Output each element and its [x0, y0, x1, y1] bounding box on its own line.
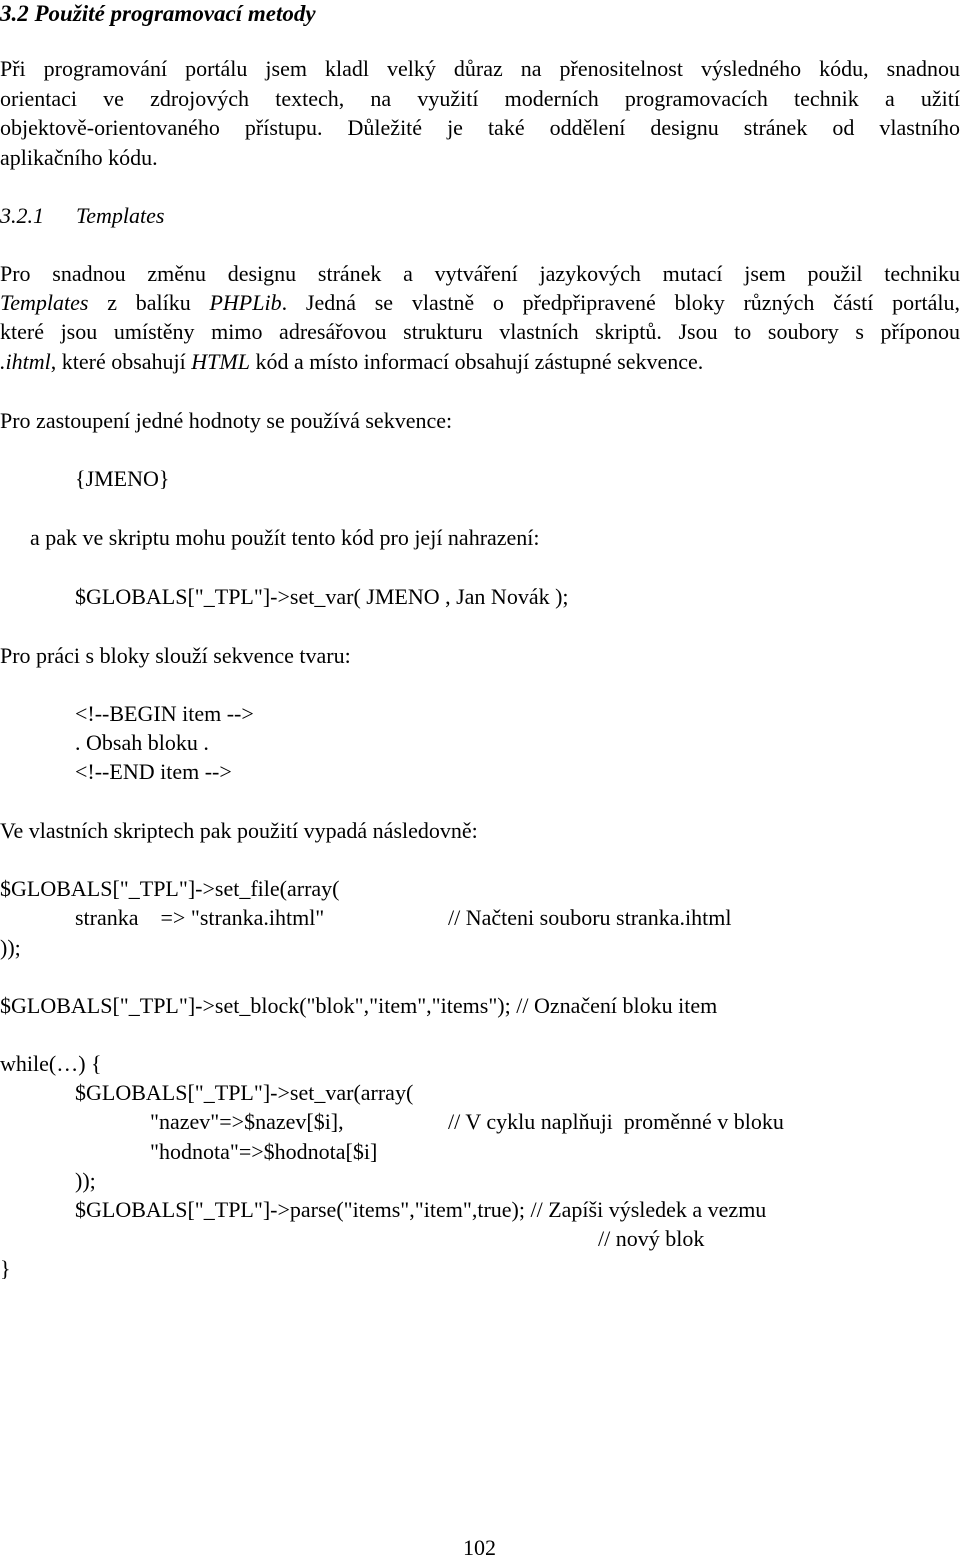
- code-set-file-close: ));: [0, 935, 21, 960]
- block-content: . Obsah bloku .: [75, 730, 209, 755]
- section-heading: 3.2 Použité programovací metody: [0, 1, 316, 26]
- code-hodnota-entry: "hodnota"=>$hodnota[$i]: [150, 1139, 378, 1164]
- intro-line-3: objektově-orientovaného přístupu. Důležité je také oddělení designu stránek od vlastního: [0, 115, 960, 140]
- code-set-var-open: $GLOBALS["_TPL"]->set_var(array(: [75, 1080, 414, 1105]
- code-while-close: }: [0, 1256, 11, 1281]
- replace-intro: a pak ve skriptu mohu použít tento kód pro její nahrazení:: [30, 525, 540, 550]
- templates-term: Templates: [0, 290, 89, 315]
- code-set-file-comment: // Načteni souboru stranka.ihtml: [448, 905, 732, 930]
- templates-line-2: Templates z balíku PHPLib. Jedná se vlastně o předpřipravené bloky různých částí portálu,: [0, 290, 960, 315]
- intro-line-4: aplikačního kódu.: [0, 145, 158, 170]
- code-set-file-open: $GLOBALS["_TPL"]->set_file(array(: [0, 876, 340, 901]
- page-number: 102: [463, 1535, 496, 1560]
- code-while-open: while(…) {: [0, 1051, 102, 1076]
- html-term: HTML: [191, 349, 250, 374]
- replace-code: $GLOBALS["_TPL"]->set_var( JMENO , Jan Novák );: [75, 584, 569, 609]
- block-intro: Pro práci s bloky slouží sekvence tvaru:: [0, 643, 351, 668]
- intro-line-1: Při programování portálu jsem kladl velký důraz na přenositelnost výsledného kódu, snadnou: [0, 56, 960, 81]
- code-set-file-entry: stranka => "stranka.ihtml": [75, 905, 325, 930]
- intro-line-2: orientaci ve zdrojových textech, na využití moderních programovacích technik a užití: [0, 86, 960, 111]
- templates-line-1: Pro snadnou změnu designu stránek a vytváření jazykových mutací jsem použil techniku: [0, 261, 960, 286]
- block-end: <!--END item -->: [75, 759, 232, 784]
- code-set-var-close: ));: [75, 1168, 96, 1193]
- block-begin: <!--BEGIN item -->: [75, 701, 254, 726]
- code-parse-line: $GLOBALS["_TPL"]->parse("items","item",true); // Zapíši výsledek a vezmu: [75, 1197, 767, 1222]
- subheading-number: 3.2.1: [0, 203, 44, 228]
- code-set-block: $GLOBALS["_TPL"]->set_block("blok","item","items"); // Označení bloku item: [0, 993, 718, 1018]
- subheading-title: Templates: [76, 203, 165, 228]
- templates-line-3: které jsou umístěny mimo adresářovou strukturu vlastních skriptů. Jsou to soubory s příponou: [0, 319, 960, 344]
- code-nazev-comment: // V cyklu naplňuji proměnné v bloku: [448, 1109, 784, 1134]
- ihtml-term: .ihtml: [0, 349, 51, 374]
- sequence-example: {JMENO}: [75, 466, 170, 491]
- templates-line-4: .ihtml, které obsahují HTML kód a místo informací obsahují zástupné sekvence.: [0, 349, 704, 374]
- usage-intro: Ve vlastních skriptech pak použití vypadá následovně:: [0, 818, 478, 843]
- phplib-term: PHPLib: [209, 290, 282, 315]
- code-nazev-entry: "nazev"=>$nazev[$i],: [150, 1109, 344, 1134]
- sequence-intro: Pro zastoupení jedné hodnoty se používá sekvence:: [0, 408, 453, 433]
- code-parse-comment-cont: // nový blok: [598, 1226, 705, 1251]
